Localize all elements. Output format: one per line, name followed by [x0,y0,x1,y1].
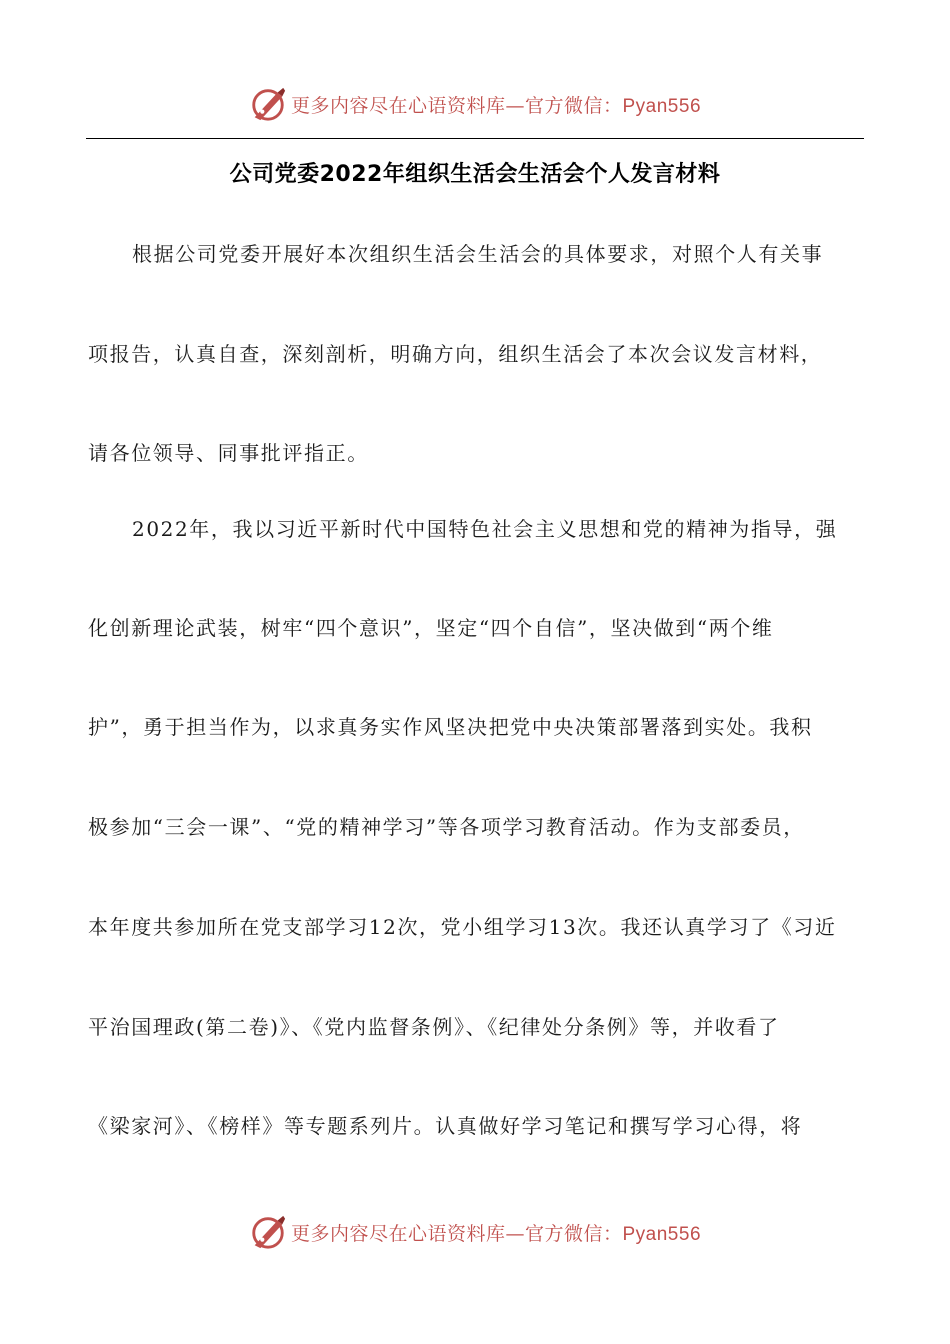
banner-dash: — [505,1222,525,1245]
banner-label: 官方微信： [524,94,623,117]
banner-label: 官方微信： [524,1222,623,1245]
banner-text [291,91,701,118]
document-title: 公司党委2022年组织生活会生活会个人发言材料 [229,162,721,187]
paragraph-2-line: 《梁家河》、《榜样》等专题系列片。认真做好学习笔记和撰写学习心得，将 [88,1114,803,1138]
paragraph-2-line: 本年度共参加所在党支部学习12次，党小组学习13次。我还认真学习了《习近 [88,915,837,939]
banner-dash: — [505,94,525,117]
paragraph-1-line: 项报告，认真自查，深刻剖析，明确方向，组织生活会了本次会议发言材料， [88,342,823,366]
footer-banner [0,1212,950,1252]
paragraph-2-line: 平治国理政(第二卷)》、《党内监督条例》、《纪律处分条例》等，并收看了 [88,1015,780,1039]
paragraph-2-line: 护”，勇于担当作为，以求真务实作风坚决把党中央决策部署落到实处。我积 [88,715,813,739]
banner-wechat-id: Pyan556 [622,95,702,117]
header-rule [86,138,864,139]
banner-text [291,1219,701,1246]
banner-wechat-id: Pyan556 [622,1223,702,1245]
banner-main: 更多内容尽在心语资料库 [290,94,506,117]
paragraph-1-line: 根据公司党委开展好本次组织生活会生活会的具体要求，对照个人有关事 [132,242,824,266]
pen-logo-icon [249,85,287,123]
banner-main: 更多内容尽在心语资料库 [290,1222,506,1245]
pen-logo-icon [249,1213,287,1251]
paragraph-2-line: 极参加“三会一课”、“党的精神学习”等各项学习教育活动。作为支部委员， [88,815,805,839]
paragraph-2-line: 化创新理论武装，树牢“四个意识”，坚定“四个自信”，坚决做到“两个维 [88,616,774,640]
header-banner [0,84,950,124]
paragraph-2-line: 2022年，我以习近平新时代中国特色社会主义思想和党的精神为指导，强 [132,517,838,541]
paragraph-1-line: 请各位领导、同事批评指正。 [88,441,369,465]
